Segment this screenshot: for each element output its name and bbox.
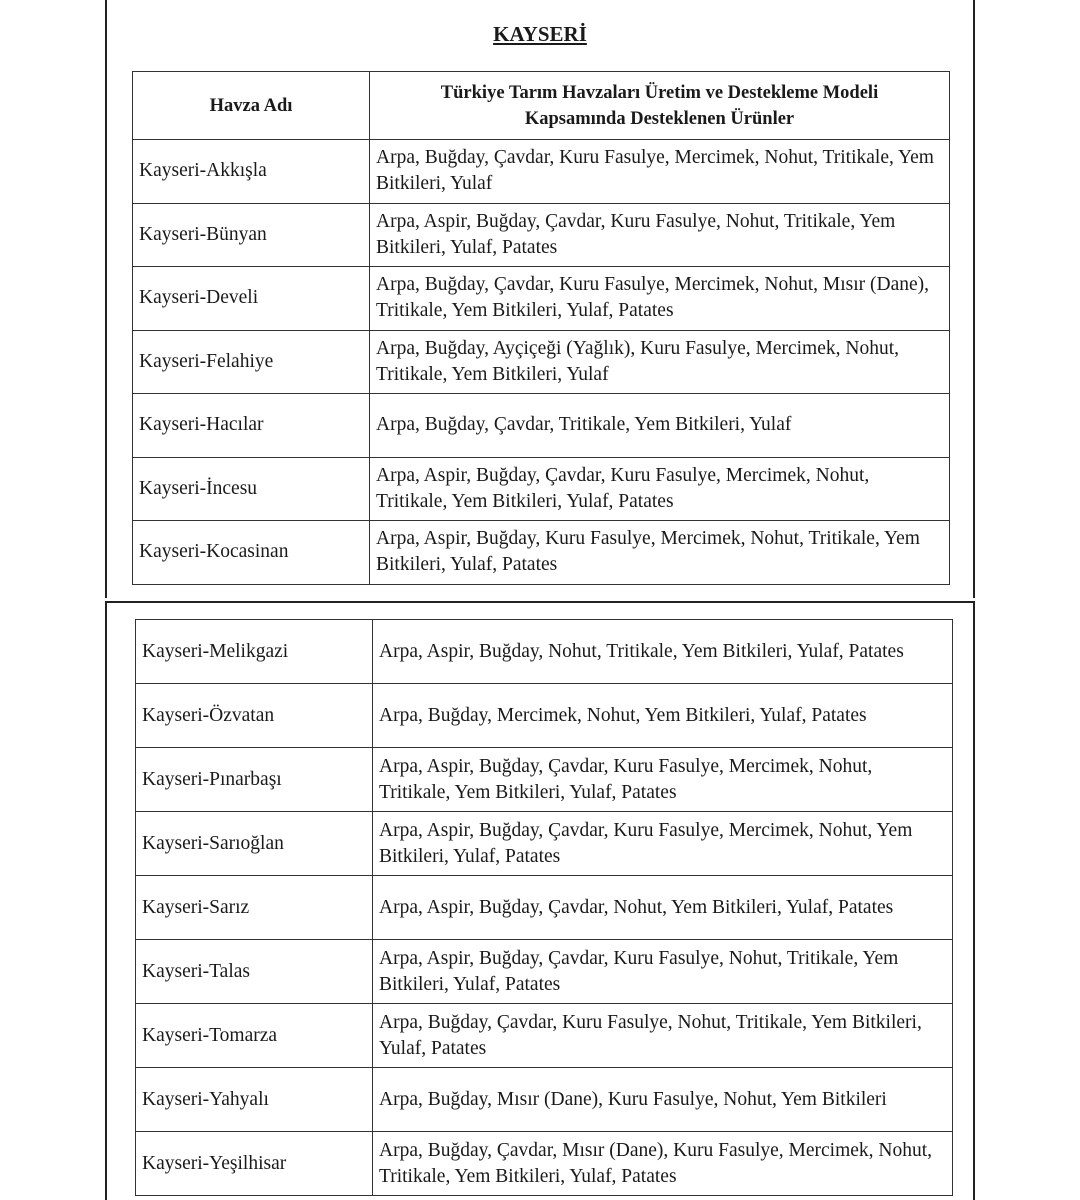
table-row (133, 394, 950, 458)
table-row (133, 330, 950, 394)
basin-products: Arpa, Aspir, Buğday, Kuru Fasulye, Mercimek, Nohut, Tritikale, Yem Bitkileri, Yulaf, Patates (370, 521, 950, 585)
basin-name: Kayseri-Melikgazi (136, 620, 373, 684)
basin-products: Arpa, Aspir, Buğday, Çavdar, Kuru Fasulye, Mercimek, Nohut, Yem Bitkileri, Yulaf, Patates (373, 812, 953, 876)
basin-products: Arpa, Aspir, Buğday, Çavdar, Kuru Fasulye, Mercimek, Nohut, Tritikale, Yem Bitkileri, Yulaf, Patates (370, 457, 950, 521)
document-page-bottom (105, 601, 975, 1200)
basin-name: Kayseri-Hacılar (133, 394, 370, 458)
basin-name: Kayseri-Bünyan (133, 203, 370, 267)
table-row (136, 1132, 953, 1196)
basin-products: Arpa, Aspir, Buğday, Çavdar, Kuru Fasulye, Nohut, Tritikale, Yem Bitkileri, Yulaf, Patates (373, 940, 953, 1004)
basin-products: Arpa, Aspir, Buğday, Çavdar, Kuru Fasulye, Mercimek, Nohut, Tritikale, Yem Bitkileri, Yulaf, Patates (373, 748, 953, 812)
table-row (136, 1068, 953, 1132)
table-row (133, 521, 950, 585)
table-row (136, 1004, 953, 1068)
basin-products: Arpa, Buğday, Çavdar, Kuru Fasulye, Nohut, Tritikale, Yem Bitkileri, Yulaf, Patates (373, 1004, 953, 1068)
table-row (136, 876, 953, 940)
basin-products: Arpa, Buğday, Mısır (Dane), Kuru Fasulye, Nohut, Yem Bitkileri (373, 1068, 953, 1132)
header-supported-products (370, 72, 950, 140)
basin-products: Arpa, Aspir, Buğday, Nohut, Tritikale, Yem Bitkileri, Yulaf, Patates (373, 620, 953, 684)
table-row (133, 267, 950, 331)
basin-products-table-bottom (135, 619, 953, 1196)
basin-name: Kayseri-Özvatan (136, 684, 373, 748)
basin-name: Kayseri-Felahiye (133, 330, 370, 394)
table-row (136, 620, 953, 684)
table-row (133, 140, 950, 204)
basin-name: Kayseri-Pınarbaşı (136, 748, 373, 812)
basin-products: Arpa, Buğday, Çavdar, Tritikale, Yem Bitkileri, Yulaf (370, 394, 950, 458)
basin-name: Kayseri-Tomarza (136, 1004, 373, 1068)
basin-products: Arpa, Aspir, Buğday, Çavdar, Nohut, Yem Bitkileri, Yulaf, Patates (373, 876, 953, 940)
basin-name: Kayseri-Sarız (136, 876, 373, 940)
table-row (136, 940, 953, 1004)
header-supported-products-line1: Türkiye Tarım Havzaları Üretim ve Destekleme Modeli (440, 82, 879, 103)
basin-products: Arpa, Buğday, Ayçiçeği (Yağlık), Kuru Fasulye, Mercimek, Nohut, Tritikale, Yem Bitkileri, Yulaf (370, 330, 950, 394)
basin-products-table-top (132, 71, 950, 585)
table-row (136, 812, 953, 876)
table-row (133, 203, 950, 267)
basin-products: Arpa, Buğday, Çavdar, Kuru Fasulye, Mercimek, Nohut, Mısır (Dane), Tritikale, Yem Bitkileri, Yulaf, Patates (370, 267, 950, 331)
basin-name: Kayseri-Talas (136, 940, 373, 1004)
document-page-top (105, 0, 975, 598)
table-header-row (133, 72, 950, 140)
basin-name: Kayseri-Akkışla (133, 140, 370, 204)
basin-products: Arpa, Buğday, Çavdar, Kuru Fasulye, Mercimek, Nohut, Tritikale, Yem Bitkileri, Yulaf (370, 140, 950, 204)
basin-products: Arpa, Buğday, Çavdar, Mısır (Dane), Kuru Fasulye, Mercimek, Nohut, Tritikale, Yem Bitkileri, Yulaf, Patates (373, 1132, 953, 1196)
basin-name: Kayseri-Develi (133, 267, 370, 331)
basin-name: Kayseri-Yahyalı (136, 1068, 373, 1132)
header-basin-name: Havza Adı (133, 72, 370, 140)
basin-products: Arpa, Aspir, Buğday, Çavdar, Kuru Fasulye, Nohut, Tritikale, Yem Bitkileri, Yulaf, Patates (370, 203, 950, 267)
document-title: KAYSERİ (493, 22, 587, 46)
table-row (136, 748, 953, 812)
basin-name: Kayseri-Sarıoğlan (136, 812, 373, 876)
basin-name: Kayseri-İncesu (133, 457, 370, 521)
table-row (136, 684, 953, 748)
table-row (133, 457, 950, 521)
header-supported-products-line2: Kapsamında Desteklenen Ürünler (524, 108, 795, 129)
basin-name: Kayseri-Yeşilhisar (136, 1132, 373, 1196)
basin-name: Kayseri-Kocasinan (133, 521, 370, 585)
basin-products: Arpa, Buğday, Mercimek, Nohut, Yem Bitkileri, Yulaf, Patates (373, 684, 953, 748)
